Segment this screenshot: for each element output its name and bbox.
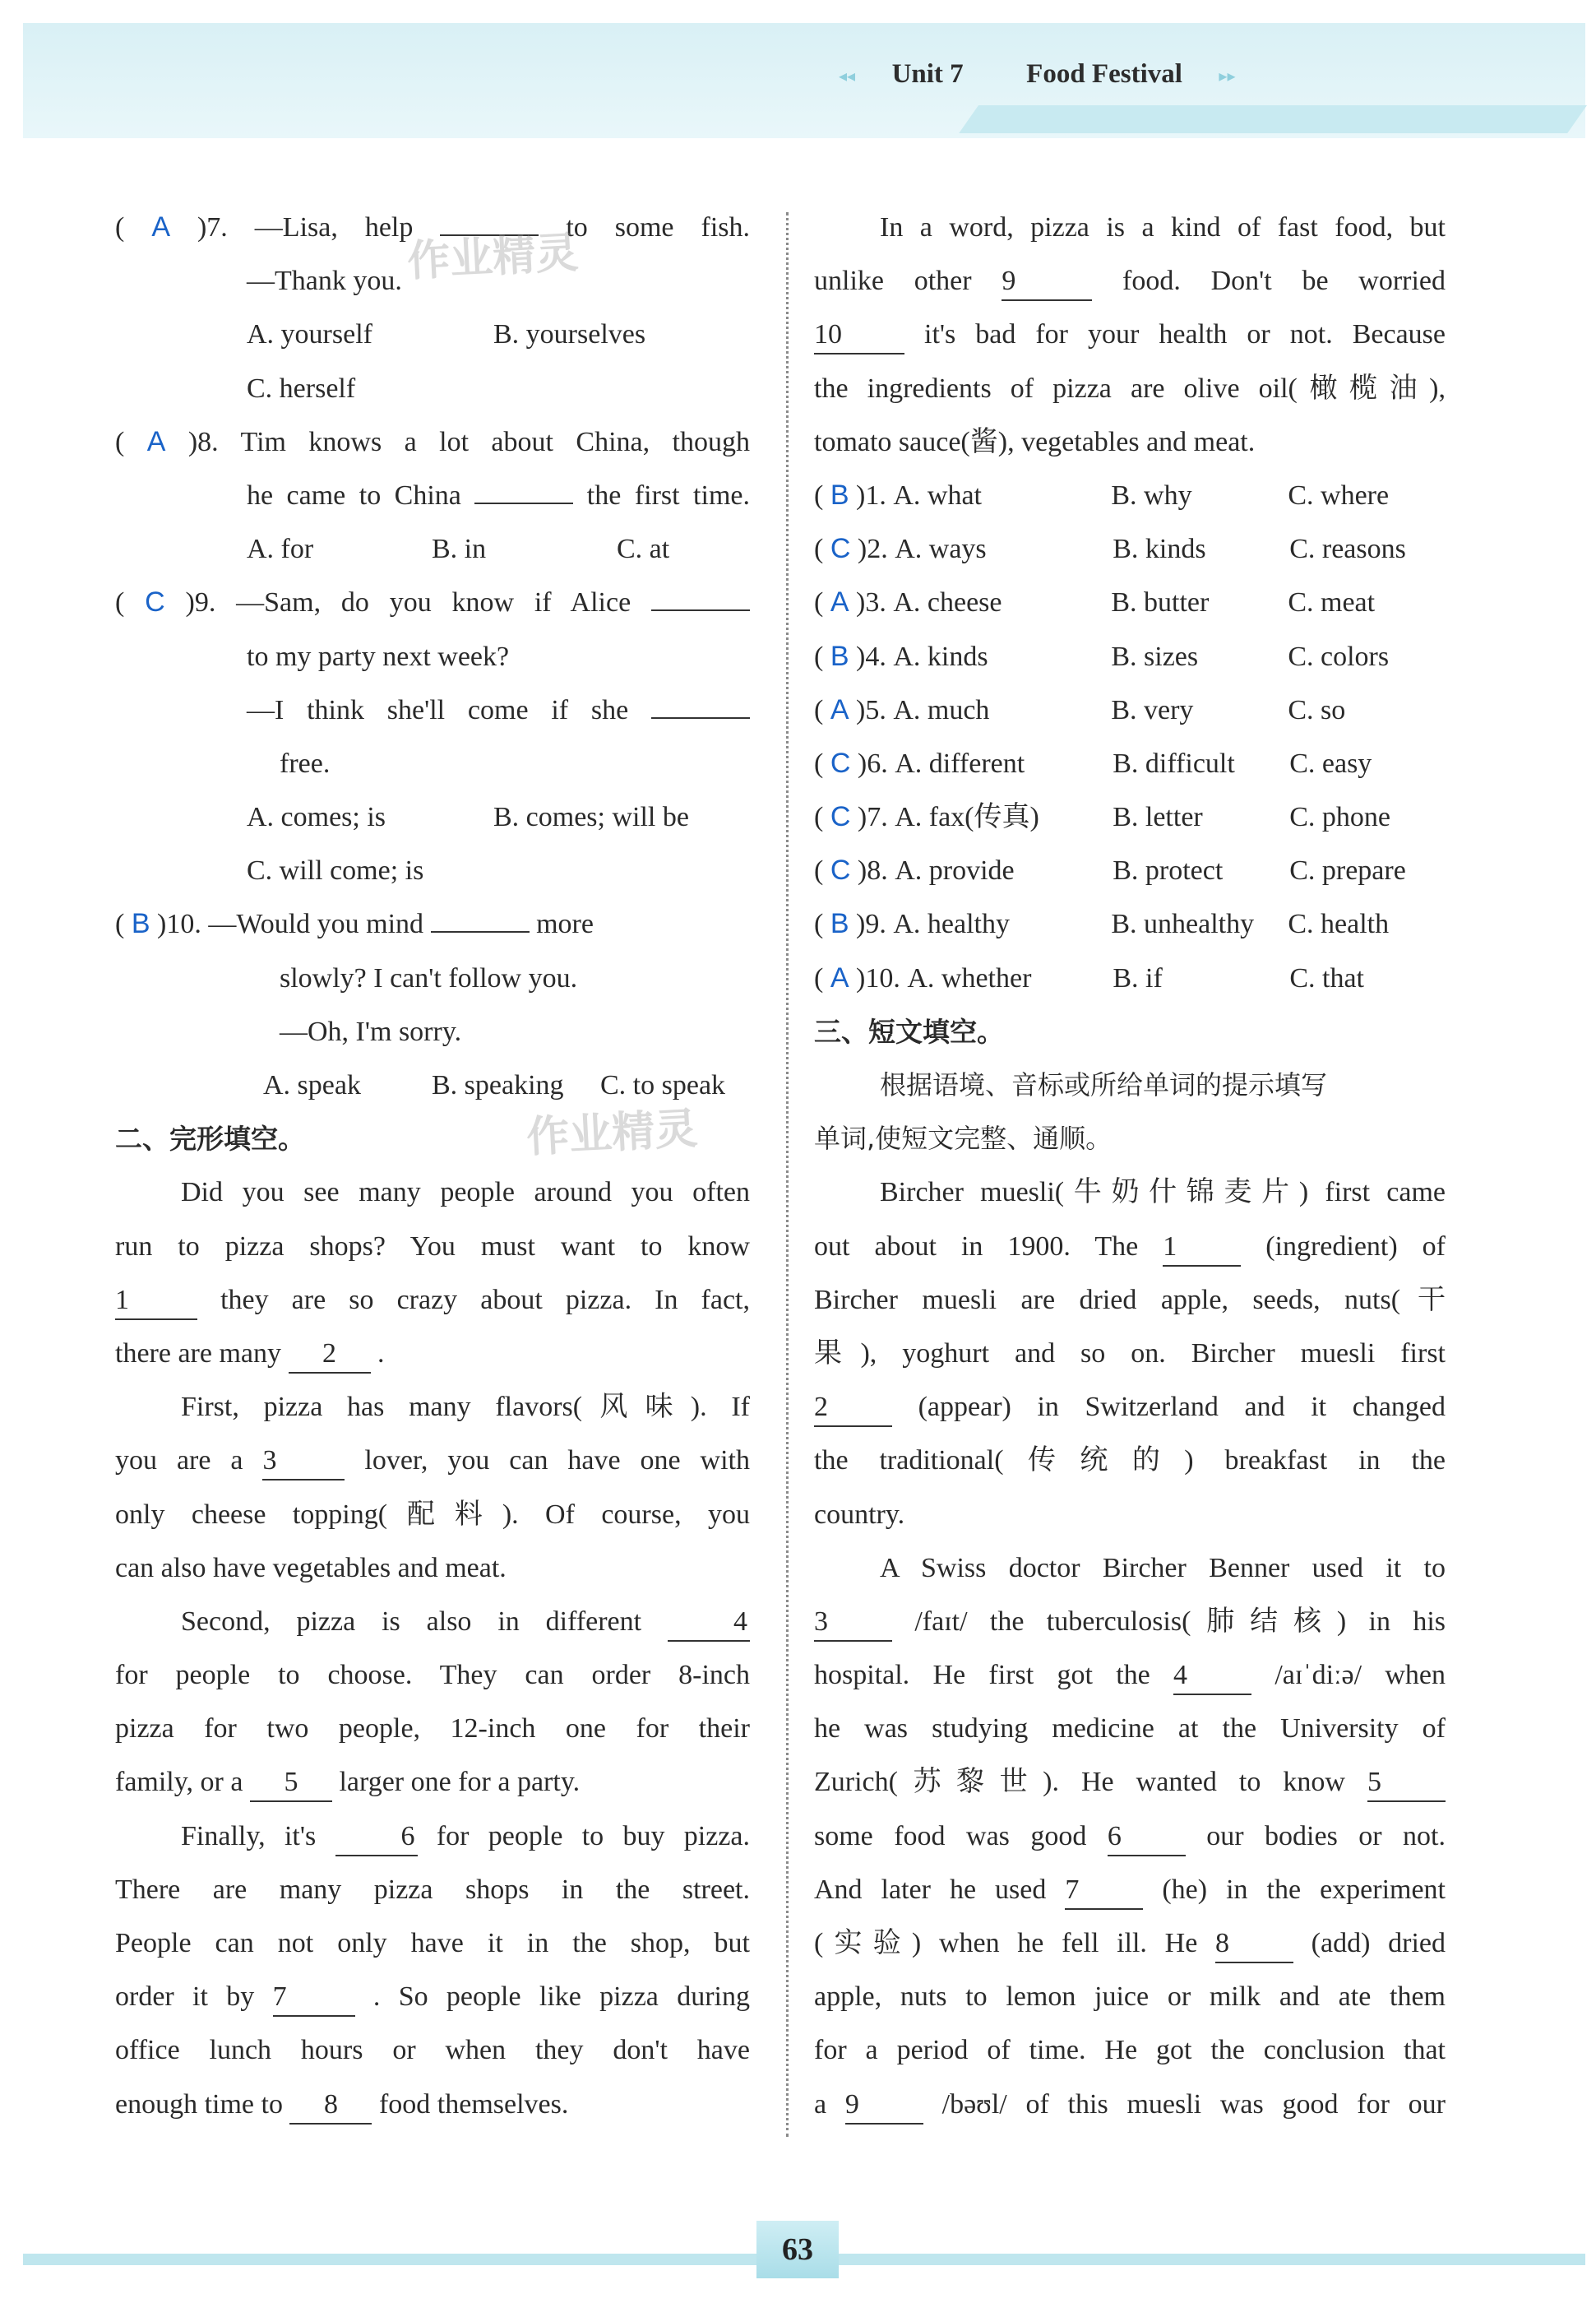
passage-line: Finally, it's 6 for people to buy pizza. (115, 1810, 750, 1863)
passage-line: country. (814, 1499, 905, 1530)
passage-line: (实验) when he fell ill. He 8 (add) dried (814, 1916, 1446, 1970)
answer-letter: B (830, 479, 849, 511)
option-row (115, 522, 750, 576)
column-divider (786, 212, 789, 2137)
question-line: slowly? I can't follow you. (280, 962, 578, 994)
answer-blank: 1 (115, 1282, 197, 1320)
left-column (115, 201, 750, 2131)
answer-blank: 7 (1065, 1872, 1143, 1910)
passage-line: he was studying medicine at the University of (814, 1713, 1446, 1745)
option: A. yourself (247, 319, 372, 350)
answer-letter: C (145, 586, 165, 619)
passage-line: out about in 1900. The 1 (ingredient) of (814, 1220, 1446, 1273)
option: C. herself (247, 373, 356, 404)
answer-blank: 2 (814, 1389, 892, 1427)
option: A. what (893, 480, 982, 511)
cloze-answer-row: ( B )1. A. what B. why C. where (814, 469, 1446, 522)
option: B. letter (1113, 802, 1203, 833)
option: C. so (1288, 694, 1346, 725)
option: B. butter (1111, 587, 1210, 619)
option: B. in (432, 534, 487, 565)
answer-blank (431, 931, 530, 933)
passage-line: Bircher muesli(牛奶什锦麦片) first came (880, 1177, 1446, 1208)
answer-letter: C (830, 801, 851, 833)
answer-blank: 5 (1367, 1764, 1446, 1802)
option: A. different (895, 748, 1025, 779)
passage-line: tomato sauce(酱), vegetables and meat. (814, 426, 1256, 457)
question-line: to my party next week? (247, 641, 510, 672)
option: A. cheese (893, 587, 1002, 619)
answer-blank: 4 (1173, 1657, 1251, 1695)
passage-line: Did you see many people around you often (181, 1177, 750, 1208)
option: A. fax(传真) (895, 802, 1039, 833)
passage-line: enough time to 8 food themselves. (115, 2078, 750, 2131)
passage-line: Bircher muesli are dried apple, seeds, nuts(干 (814, 1284, 1446, 1315)
cloze-answer-row: ( A )3. A. cheese B. butter C. meat (814, 576, 1446, 629)
cloze-answer-row: ( C )7. A. fax(传真) B. letter C. phone (814, 790, 1446, 844)
answer-blank: 6 (335, 1819, 418, 1856)
passage-line: hospital. He first got the 4 /aɪˈdiːə/ when (814, 1648, 1446, 1702)
cloze-answer-row: ( B )4. A. kinds B. sizes C. colors (814, 630, 1446, 683)
option: A. speak (263, 1070, 361, 1101)
passage-line: There are many pizza shops in the street. (115, 1874, 750, 1905)
answer-letter: B (131, 908, 150, 940)
answer-letter: A (151, 211, 170, 243)
option: A. kinds (893, 641, 988, 672)
passage-line: 10 it's bad for your health or not. Because (814, 308, 1446, 361)
option: B. very (1111, 694, 1194, 725)
passage-line: only cheese topping(配料). Of course, you (115, 1499, 750, 1530)
question-stem: ( A )8. Tim knows a lot about China, though (115, 425, 750, 457)
passage-line: apple, nuts to lemon juice or milk and ate them (814, 1981, 1446, 2013)
passage-line: unlike other 9 food. Don't be worried (814, 254, 1446, 308)
question-line: free. (280, 748, 331, 779)
option: A. healthy (893, 909, 1010, 940)
answer-letter: A (830, 962, 849, 994)
double-right-arrow-icon: ▸▸ (1219, 67, 1236, 86)
passage-line: can also have vegetables and meat. (115, 1552, 507, 1583)
passage-line: for a period of time. He got the conclusion that (814, 2035, 1446, 2066)
cloze-answer-row: ( C )8. A. provide B. protect C. prepare (814, 844, 1446, 897)
option: B. difficult (1113, 748, 1235, 779)
option: B. speaking (432, 1070, 564, 1101)
passage-line: family, or a 5 larger one for a party. (115, 1755, 750, 1809)
answer-blank: 2 (289, 1336, 371, 1374)
option: B. protect (1113, 855, 1224, 887)
option: C. will come; is (247, 855, 424, 887)
option: A. much (893, 694, 990, 725)
passage-line: order it by 7 . So people like pizza during (115, 1970, 750, 2023)
option: C. prepare (1289, 855, 1406, 887)
option: B. kinds (1113, 534, 1206, 565)
double-left-arrow-icon: ◂◂ (839, 67, 856, 86)
watermark: 作业精灵 (405, 228, 580, 287)
answer-letter: C (830, 747, 851, 779)
answer-letter: C (830, 855, 851, 887)
answer-letter: B (830, 908, 849, 940)
passage-line: Second, pizza is also in different 4 (115, 1595, 750, 1648)
header-decor-strip (959, 105, 1587, 133)
passage-line: People can not only have it in the shop, but (115, 1928, 750, 1958)
passage-line: 3 /faɪt/ the tuberculosis(肺结核) in his (814, 1595, 1446, 1648)
passage-line: the traditional(传统的) breakfast in the (814, 1445, 1446, 1476)
option-row (115, 790, 750, 844)
answer-blank: 1 (1163, 1229, 1241, 1267)
answer-letter: C (830, 533, 851, 565)
question-line: —Oh, I'm sorry. (280, 1016, 462, 1047)
cloze-answer-row: ( A )10. A. whether B. if C. that (814, 952, 1446, 1005)
passage-line: office lunch hours or when they don't have (115, 2035, 750, 2066)
option: B. if (1113, 962, 1163, 994)
cloze-answer-row: ( C )6. A. different B. difficult C. easy (814, 737, 1446, 790)
cloze-answer-row: ( C )2. A. ways B. kinds C. reasons (814, 522, 1446, 576)
question-stem: ( C )9. —Sam, do you know if Alice (115, 576, 750, 629)
passage-line: for people to choose. They can order 8-inch (115, 1660, 750, 1691)
option: B. why (1111, 480, 1192, 511)
option: A. for (247, 534, 314, 565)
answer-blank: 7 (273, 1979, 355, 2017)
answer-blank: 8 (1215, 1925, 1293, 1963)
question-line: —Thank you. (247, 266, 402, 297)
option: C. meat (1288, 587, 1376, 619)
instruction-line: 单词,使短文完整、通顺。 (814, 1123, 1113, 1155)
answer-blank: 3 (814, 1604, 892, 1642)
answer-blank: 8 (289, 2087, 372, 2125)
question-stem: ( B )10. —Would you mind more (115, 908, 594, 940)
option: C. reasons (1289, 534, 1406, 565)
answer-blank: 3 (262, 1443, 345, 1480)
passage-line: a 9 /bəʊl/ of this muesli was good for our (814, 2078, 1446, 2131)
option-row (115, 308, 750, 361)
passage-line: Zurich(苏黎世). He wanted to know 5 (814, 1755, 1446, 1809)
answer-letter: A (830, 693, 849, 725)
option: C. that (1289, 962, 1365, 994)
passage-line: In a word, pizza is a kind of fast food, but (880, 212, 1446, 243)
passage-line: 1 they are so crazy about pizza. In fact, (115, 1273, 750, 1327)
cloze-answer-row: ( A )5. A. much B. very C. so (814, 683, 1446, 737)
option: B. unhealthy (1111, 909, 1255, 940)
answer-blank: 5 (250, 1764, 332, 1802)
instruction-line: 根据语境、音标或所给单词的提示填写 (880, 1069, 1328, 1101)
answer-blank: 9 (1002, 263, 1092, 301)
answer-blank (651, 609, 750, 611)
option-row (115, 844, 750, 897)
option: B. comes; will be (493, 802, 689, 833)
answer-blank: 10 (814, 317, 904, 354)
answer-blank: 4 (668, 1604, 750, 1642)
section-heading: 二、完形填空。 (115, 1123, 305, 1156)
passage-line: 果), yoghurt and so on. Bircher muesli first (814, 1337, 1446, 1369)
unit-label: Unit 7 (891, 59, 964, 89)
passage-line: some food was good 6 our bodies or not. (814, 1810, 1446, 1863)
passage-line: And later he used 7 (he) in the experiment (814, 1863, 1446, 1916)
passage-line: you are a 3 lover, you can have one with (115, 1434, 750, 1487)
option: C. easy (1289, 748, 1372, 779)
option: A. whether (907, 962, 1032, 994)
answer-blank: 6 (1108, 1819, 1186, 1856)
option: B. sizes (1111, 641, 1199, 672)
passage-line: 2 (appear) in Switzerland and it changed (814, 1380, 1446, 1434)
section-heading: 三、短文填空。 (814, 1015, 1004, 1048)
passage-line: pizza for two people, 12-inch one for their (115, 1713, 750, 1745)
option: B. yourselves (493, 319, 646, 350)
option: C. colors (1288, 641, 1390, 672)
option: A. comes; is (247, 802, 386, 833)
answer-letter: A (146, 425, 166, 457)
right-column (814, 201, 1446, 2131)
answer-blank (474, 503, 573, 504)
answer-letter: B (830, 640, 849, 672)
watermark: 作业精灵 (525, 1104, 699, 1163)
answer-letter: A (830, 586, 849, 619)
option: C. to speak (600, 1070, 726, 1101)
answer-blank (651, 717, 750, 719)
cloze-answer-row: ( B )9. A. healthy B. unhealthy C. health (814, 897, 1446, 951)
unit-title: Food Festival (1026, 59, 1182, 89)
question-line: he came to China the first time. (247, 480, 750, 511)
passage-line: there are many 2 . (115, 1327, 750, 1380)
option: C. health (1288, 909, 1390, 940)
passage-line: the ingredients of pizza are olive oil(橄榄油), (814, 373, 1446, 404)
option: C. phone (1289, 802, 1390, 833)
option: A. provide (895, 855, 1015, 887)
option: C. at (617, 534, 670, 565)
question-line: —I think she'll come if she (115, 683, 750, 737)
option: A. ways (895, 534, 987, 565)
passage-line: A Swiss doctor Bircher Benner used it to (880, 1552, 1446, 1583)
passage-line: First, pizza has many flavors(风味). If (181, 1392, 750, 1423)
option: C. where (1288, 480, 1390, 511)
question-stem: ( A )7. —Lisa, help to some fish. (115, 211, 751, 243)
option-row (115, 362, 750, 415)
page-number: 63 (756, 2221, 839, 2278)
answer-blank: 9 (845, 2087, 923, 2125)
header-title (839, 59, 1235, 90)
passage-line: run to pizza shops? You must want to know (115, 1230, 750, 1262)
